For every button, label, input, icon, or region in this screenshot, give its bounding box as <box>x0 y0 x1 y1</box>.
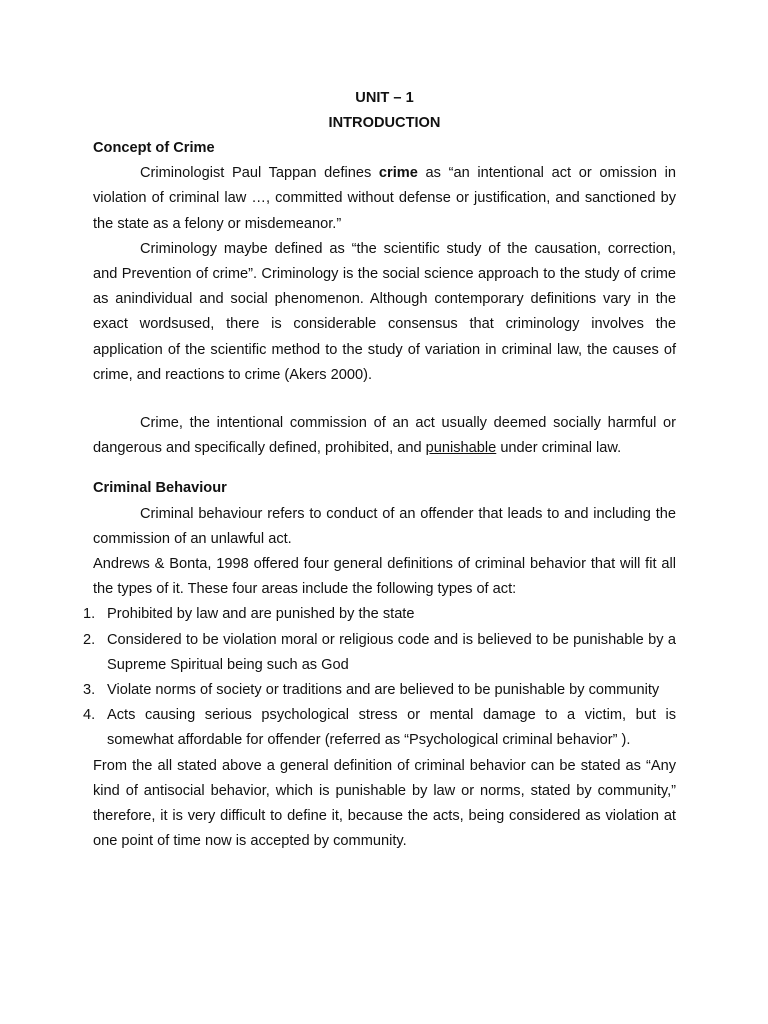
tappan-text-prefix: Criminologist Paul Tappan defines <box>140 165 379 182</box>
list-item-number: 4. <box>83 707 96 724</box>
criminal-behaviour-definition-paragraph: Criminal behaviour refers to conduct of an offender that leads to and including the commission of an unlawful act. <box>93 505 676 547</box>
section-spacer <box>93 461 676 476</box>
list-item-text: Considered to be violation moral or religious code and is believed to be punishable by a Supreme Spiritual being such as God <box>107 631 676 673</box>
definitions-list <box>83 602 676 753</box>
list-item <box>83 602 676 627</box>
crime-bold-term: crime <box>378 165 418 182</box>
list-item <box>83 678 676 703</box>
list-item-text: Prohibited by law and are punished by the state <box>107 606 415 623</box>
criminal-behaviour-heading: Criminal Behaviour <box>93 480 227 497</box>
general-definition-paragraph: From the all stated above a general definition of criminal behavior can be stated as “Any kind of antisocial behavior, which is punishable by law or norms, stated by community,” therefore, it is very difficult to define it, because the acts, being considered as violation at one point of time now is accepted by community. <box>93 757 676 850</box>
page-title: INTRODUCTION <box>328 115 441 131</box>
crime-text-suffix: under criminal law. <box>496 440 622 457</box>
list-item-number: 3. <box>83 682 96 699</box>
crime-text-prefix: Crime, the intentional commission of an act usually deemed socially harmful or dangerous and specifically defined, prohibited, and <box>93 415 676 457</box>
crime-definition-paragraph <box>93 411 676 461</box>
list-item-text: Acts causing serious psychological stress or mental damage to a victim, but is somewhat affordable for offender (referred as “Psychological criminal behavior” ). <box>107 707 676 749</box>
andrews-bonta-paragraph: Andrews & Bonta, 1998 offered four general definitions of criminal behavior that will fit all the types of it. These four areas include the following types of act: <box>93 556 676 598</box>
concept-of-crime-heading: Concept of Crime <box>93 140 215 156</box>
paragraph-spacer <box>93 388 676 411</box>
document-page <box>83 86 676 854</box>
unit-title: UNIT – 1 <box>355 90 414 106</box>
punishable-underlined-term: punishable <box>425 440 497 457</box>
tappan-definition-paragraph <box>93 161 676 237</box>
list-item <box>83 703 676 753</box>
criminology-definition-paragraph: Criminology maybe defined as “the scientific study of the causation, correction, and Prevention of crime”. Criminology is the social science approach to the study of crime as anindividual and social phenomenon. Although contemporary definitions vary in the exact wordsused, there is considerable consensus that criminology involves the application of the scientific method to the study of variation in criminal law, the causes of crime, and reactions to crime (Akers 2000). <box>93 240 676 383</box>
tappan-text-suffix: as “an intentional act or omission in violation of criminal law …, committed without defense or justification, and sanctioned by the state as a felony or misdemeanor.” <box>93 165 676 232</box>
list-item-text: Violate norms of society or traditions and are believed to be punishable by community <box>107 682 660 699</box>
list-item-number: 1. <box>83 606 96 623</box>
list-item-number: 2. <box>83 631 96 648</box>
list-item <box>83 628 676 678</box>
